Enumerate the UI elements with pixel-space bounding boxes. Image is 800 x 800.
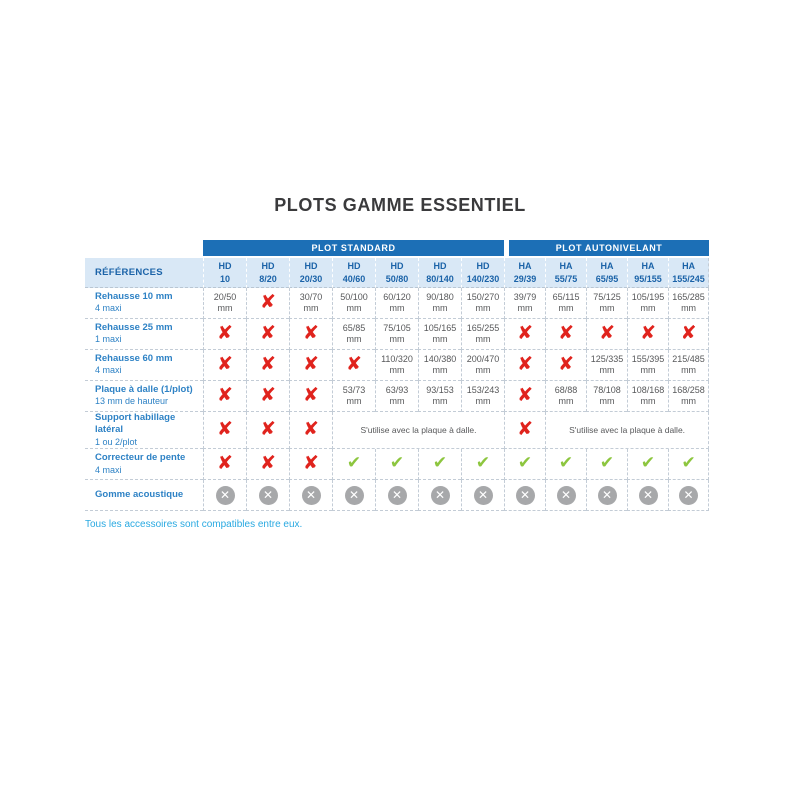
cell-icon bbox=[504, 319, 545, 350]
cross-icon: ✘ bbox=[558, 353, 574, 375]
page-title: PLOTS GAMME ESSENTIEL bbox=[274, 195, 526, 215]
cell-icon bbox=[332, 480, 375, 511]
row-label-cell bbox=[85, 381, 203, 412]
column-header-line1: HD bbox=[261, 261, 275, 272]
row-sublabel: 1 maxi bbox=[95, 334, 122, 345]
cross-icon: ✘ bbox=[217, 322, 233, 344]
circle-x-icon: ✕ bbox=[388, 486, 407, 505]
cell-icon bbox=[627, 480, 668, 511]
value-unit: mm bbox=[346, 396, 362, 406]
circle-x-icon: ✕ bbox=[302, 486, 321, 505]
value-number: 200/470 bbox=[466, 353, 500, 364]
value-number: 150/270 bbox=[466, 291, 500, 302]
value-number: 168/258 bbox=[672, 384, 705, 395]
cross-icon: ✘ bbox=[680, 322, 697, 344]
value-unit: mm bbox=[389, 303, 405, 313]
row-sublabel: 13 mm de hauteur bbox=[95, 396, 169, 407]
references-header: RÉFÉRENCES bbox=[85, 258, 203, 288]
value-unit: mm bbox=[432, 303, 448, 313]
cell-icon bbox=[504, 381, 545, 412]
cross-icon: ✘ bbox=[260, 384, 276, 406]
cell-icon bbox=[461, 480, 504, 511]
circle-x-icon: ✕ bbox=[516, 486, 535, 505]
cell-icon bbox=[504, 350, 545, 381]
row-label: Support habillage latéral bbox=[95, 412, 176, 436]
column-header-line1: HD bbox=[304, 261, 318, 272]
cell-icon bbox=[418, 449, 461, 480]
cross-icon: ✘ bbox=[558, 322, 574, 344]
cell-value bbox=[461, 319, 504, 350]
cell-icon bbox=[627, 319, 668, 350]
cell-icon bbox=[586, 449, 627, 480]
circle-x-icon: ✕ bbox=[557, 486, 576, 505]
cross-icon: ✘ bbox=[517, 322, 533, 344]
column-header-line1: HA bbox=[641, 261, 655, 272]
row-label: Rehausse 25 mm bbox=[95, 321, 173, 333]
spec-table-container bbox=[85, 240, 709, 511]
cell-value bbox=[418, 319, 461, 350]
column-header bbox=[375, 258, 418, 288]
value-unit: mm bbox=[389, 334, 405, 344]
column-header bbox=[418, 258, 461, 288]
column-header bbox=[627, 258, 668, 288]
cell-icon bbox=[246, 412, 289, 449]
value-number: 110/320 bbox=[381, 353, 413, 364]
cross-icon: ✘ bbox=[217, 384, 233, 406]
value-number: 60/120 bbox=[383, 291, 411, 302]
column-header-line2: 8/20 bbox=[259, 273, 277, 284]
row-sublabel: 4 maxi bbox=[95, 464, 122, 475]
cell-icon bbox=[246, 288, 289, 319]
cell-icon bbox=[246, 319, 289, 350]
row-label: Rehausse 10 mm bbox=[95, 290, 173, 302]
cell-value bbox=[461, 288, 504, 319]
value-number: 105/165 bbox=[423, 322, 457, 333]
table-row bbox=[85, 288, 709, 319]
value-unit: mm bbox=[640, 396, 656, 406]
cell-icon bbox=[289, 449, 332, 480]
value-unit: mm bbox=[432, 365, 448, 375]
value-number: 39/79 bbox=[513, 291, 537, 302]
cell-icon bbox=[375, 480, 418, 511]
cell-value bbox=[332, 319, 375, 350]
column-header-line1: HD bbox=[476, 261, 490, 272]
cross-icon: ✘ bbox=[260, 452, 276, 475]
cell-note: S'utilise avec la plaque à dalle. bbox=[545, 412, 709, 449]
cell-icon bbox=[504, 480, 545, 511]
band-spacer bbox=[85, 240, 203, 258]
cell-value bbox=[375, 350, 418, 381]
cross-icon: ✘ bbox=[640, 322, 656, 344]
cross-icon: ✘ bbox=[303, 353, 319, 375]
cell-icon bbox=[504, 449, 545, 480]
check-icon: ✔ bbox=[640, 453, 656, 474]
circle-x-icon: ✕ bbox=[259, 486, 278, 505]
cell-icon bbox=[586, 319, 627, 350]
cell-value bbox=[418, 288, 461, 319]
value-unit: mm bbox=[475, 396, 491, 406]
value-number: 20/50 bbox=[213, 291, 237, 302]
check-icon: ✔ bbox=[599, 453, 615, 474]
value-number: 63/93 bbox=[385, 384, 409, 395]
column-header-line2: 20/30 bbox=[299, 273, 323, 284]
value-unit: mm bbox=[475, 365, 491, 375]
column-header-line2: 95/155 bbox=[634, 273, 662, 284]
cross-icon: ✘ bbox=[517, 418, 533, 441]
column-header bbox=[332, 258, 375, 288]
value-unit: mm bbox=[389, 365, 405, 375]
cell-value bbox=[418, 350, 461, 381]
row-label-cell bbox=[85, 480, 203, 511]
column-header-line1: HD bbox=[433, 261, 447, 272]
row-label-cell bbox=[85, 288, 203, 319]
value-number: 153/243 bbox=[466, 384, 500, 395]
value-number: 155/395 bbox=[631, 353, 665, 364]
value-unit: mm bbox=[432, 396, 448, 406]
cell-value bbox=[332, 288, 375, 319]
value-unit: mm bbox=[558, 396, 574, 406]
value-number: 90/180 bbox=[426, 291, 454, 302]
cell-icon bbox=[289, 381, 332, 412]
column-header-line1: HD bbox=[218, 261, 232, 272]
value-unit: mm bbox=[475, 334, 491, 344]
circle-x-icon: ✕ bbox=[345, 486, 364, 505]
cell-icon bbox=[545, 449, 586, 480]
value-unit: mm bbox=[599, 303, 615, 313]
spec-table bbox=[85, 240, 709, 511]
cell-icon bbox=[504, 412, 545, 449]
cell-icon bbox=[203, 412, 246, 449]
check-icon: ✔ bbox=[475, 453, 491, 474]
cell-icon bbox=[332, 449, 375, 480]
cross-icon: ✘ bbox=[517, 353, 533, 375]
row-label: Rehausse 60 mm bbox=[95, 352, 173, 364]
value-unit: mm bbox=[432, 334, 448, 344]
table-row bbox=[85, 381, 709, 412]
value-number: 53/73 bbox=[342, 384, 366, 395]
cell-value bbox=[545, 381, 586, 412]
row-label-cell bbox=[85, 412, 203, 449]
cross-icon: ✘ bbox=[303, 322, 319, 344]
cell-value bbox=[375, 319, 418, 350]
column-header bbox=[668, 258, 709, 288]
cell-icon bbox=[289, 350, 332, 381]
cell-icon bbox=[545, 350, 586, 381]
cross-icon: ✘ bbox=[303, 384, 319, 406]
column-header-line1: HD bbox=[390, 261, 404, 272]
column-header-line1: HA bbox=[682, 261, 696, 272]
column-header bbox=[545, 258, 586, 288]
cell-value bbox=[668, 350, 709, 381]
cell-value bbox=[627, 381, 668, 412]
cross-icon: ✘ bbox=[303, 452, 319, 475]
cell-value bbox=[668, 288, 709, 319]
cell-icon bbox=[203, 319, 246, 350]
value-number: 75/105 bbox=[383, 322, 411, 333]
cross-icon: ✘ bbox=[260, 322, 276, 344]
column-header bbox=[203, 258, 246, 288]
check-icon: ✔ bbox=[389, 453, 405, 474]
cell-value bbox=[668, 381, 709, 412]
column-header bbox=[461, 258, 504, 288]
cell-icon bbox=[203, 350, 246, 381]
cell-icon bbox=[246, 381, 289, 412]
compatibility-footnote: Tous les accessoires sont compatibles entre eux. bbox=[85, 519, 303, 530]
check-icon: ✔ bbox=[558, 453, 574, 474]
cell-icon bbox=[203, 381, 246, 412]
value-unit: mm bbox=[475, 303, 491, 313]
column-header bbox=[289, 258, 332, 288]
value-unit: mm bbox=[681, 303, 697, 313]
cell-value bbox=[586, 381, 627, 412]
row-label: Correcteur de pente bbox=[95, 452, 186, 464]
cell-value bbox=[545, 288, 586, 319]
table-row bbox=[85, 412, 709, 449]
value-number: 165/285 bbox=[672, 291, 705, 302]
value-unit: mm bbox=[681, 365, 697, 375]
column-header-line2: 55/75 bbox=[554, 273, 578, 284]
cell-icon bbox=[246, 449, 289, 480]
value-number: 75/125 bbox=[593, 291, 621, 302]
value-number: 165/255 bbox=[466, 322, 500, 333]
cell-value bbox=[418, 381, 461, 412]
circle-x-icon: ✕ bbox=[598, 486, 617, 505]
column-header-line2: 140/230 bbox=[466, 273, 500, 284]
cross-icon: ✘ bbox=[217, 418, 233, 441]
value-number: 78/108 bbox=[593, 384, 621, 395]
cross-icon: ✘ bbox=[260, 353, 276, 375]
cell-value bbox=[332, 381, 375, 412]
cross-icon: ✘ bbox=[599, 322, 615, 344]
column-header-line2: 65/95 bbox=[595, 273, 619, 284]
value-number: 140/380 bbox=[423, 353, 457, 364]
cross-icon: ✘ bbox=[303, 418, 319, 441]
cell-icon bbox=[418, 480, 461, 511]
cell-icon bbox=[289, 480, 332, 511]
cell-icon bbox=[586, 480, 627, 511]
column-header bbox=[586, 258, 627, 288]
table-row bbox=[85, 319, 709, 350]
value-number: 108/168 bbox=[631, 384, 665, 395]
cell-value bbox=[586, 350, 627, 381]
value-unit: mm bbox=[217, 303, 233, 313]
circle-x-icon: ✕ bbox=[679, 486, 698, 505]
circle-x-icon: ✕ bbox=[216, 486, 235, 505]
cross-icon: ✘ bbox=[217, 353, 233, 375]
cell-value bbox=[504, 288, 545, 319]
cross-icon: ✘ bbox=[517, 384, 533, 406]
table-row bbox=[85, 350, 709, 381]
column-header bbox=[504, 258, 545, 288]
column-header-line2: 10 bbox=[219, 273, 230, 284]
cell-icon bbox=[375, 449, 418, 480]
value-unit: mm bbox=[389, 396, 405, 406]
column-header-line1: HA bbox=[518, 261, 532, 272]
cross-icon: ✘ bbox=[260, 291, 276, 313]
value-number: 65/85 bbox=[342, 322, 366, 333]
value-unit: mm bbox=[640, 303, 656, 313]
value-unit: mm bbox=[517, 303, 533, 313]
cell-value bbox=[375, 381, 418, 412]
column-header-line2: 29/39 bbox=[513, 273, 537, 284]
row-sublabel: 1 ou 2/plot bbox=[95, 436, 138, 447]
cell-value bbox=[461, 350, 504, 381]
column-header bbox=[246, 258, 289, 288]
value-number: 125/335 bbox=[590, 353, 624, 364]
value-unit: mm bbox=[599, 396, 615, 406]
cell-value bbox=[203, 288, 246, 319]
value-number: 50/100 bbox=[340, 291, 368, 302]
value-number: 215/485 bbox=[672, 353, 705, 364]
circle-x-icon: ✕ bbox=[474, 486, 493, 505]
cross-icon: ✘ bbox=[260, 418, 276, 441]
cross-icon: ✘ bbox=[346, 353, 362, 375]
row-label: Gomme acoustique bbox=[95, 489, 184, 501]
value-number: 30/70 bbox=[299, 291, 323, 302]
value-number: 65/115 bbox=[552, 291, 580, 302]
column-header-line2: 155/245 bbox=[672, 273, 705, 284]
value-number: 93/153 bbox=[426, 384, 454, 395]
cell-value bbox=[375, 288, 418, 319]
value-unit: mm bbox=[681, 396, 697, 406]
value-number: 68/88 bbox=[554, 384, 578, 395]
value-unit: mm bbox=[558, 303, 574, 313]
row-label-cell bbox=[85, 319, 203, 350]
row-label-cell bbox=[85, 449, 203, 480]
value-unit: mm bbox=[303, 303, 319, 313]
cell-value bbox=[586, 288, 627, 319]
check-icon: ✔ bbox=[346, 453, 362, 474]
cell-icon bbox=[545, 480, 586, 511]
column-header-line2: 40/60 bbox=[342, 273, 366, 284]
check-icon: ✔ bbox=[517, 453, 533, 474]
circle-x-icon: ✕ bbox=[639, 486, 658, 505]
cell-icon bbox=[289, 412, 332, 449]
cell-icon bbox=[545, 319, 586, 350]
table-row bbox=[85, 480, 709, 511]
cell-icon bbox=[246, 480, 289, 511]
column-header-line1: HA bbox=[559, 261, 573, 272]
cell-icon bbox=[246, 350, 289, 381]
value-unit: mm bbox=[640, 365, 656, 375]
cell-value bbox=[627, 288, 668, 319]
cell-icon bbox=[203, 480, 246, 511]
cell-icon bbox=[289, 319, 332, 350]
cell-icon bbox=[668, 449, 709, 480]
group-header-row bbox=[85, 240, 709, 258]
row-sublabel: 4 maxi bbox=[95, 303, 122, 314]
group-header: PLOT STANDARD bbox=[203, 240, 504, 258]
cell-icon bbox=[668, 319, 709, 350]
column-header-line2: 80/140 bbox=[426, 273, 454, 284]
check-icon: ✔ bbox=[681, 453, 696, 474]
column-header-line1: HD bbox=[347, 261, 361, 272]
row-sublabel: 4 maxi bbox=[95, 365, 122, 376]
value-unit: mm bbox=[346, 303, 362, 313]
cell-icon bbox=[203, 449, 246, 480]
cell-note: S'utilise avec la plaque à dalle. bbox=[332, 412, 504, 449]
cell-icon bbox=[627, 449, 668, 480]
value-unit: mm bbox=[346, 334, 362, 344]
cell-value bbox=[627, 350, 668, 381]
row-label: Plaque à dalle (1/plot) bbox=[95, 383, 193, 395]
group-header: PLOT AUTONIVELANT bbox=[504, 240, 709, 258]
cell-icon bbox=[461, 449, 504, 480]
value-unit: mm bbox=[599, 365, 615, 375]
cross-icon: ✘ bbox=[217, 452, 233, 475]
check-icon: ✔ bbox=[432, 453, 448, 474]
table-row bbox=[85, 449, 709, 480]
row-label-cell bbox=[85, 350, 203, 381]
column-header-line2: 50/80 bbox=[385, 273, 409, 284]
circle-x-icon: ✕ bbox=[431, 486, 450, 505]
column-header-row bbox=[85, 258, 709, 288]
cell-icon bbox=[668, 480, 709, 511]
cell-icon bbox=[332, 350, 375, 381]
column-header-line1: HA bbox=[600, 261, 614, 272]
value-number: 105/195 bbox=[631, 291, 665, 302]
cell-value bbox=[289, 288, 332, 319]
cell-value bbox=[461, 381, 504, 412]
